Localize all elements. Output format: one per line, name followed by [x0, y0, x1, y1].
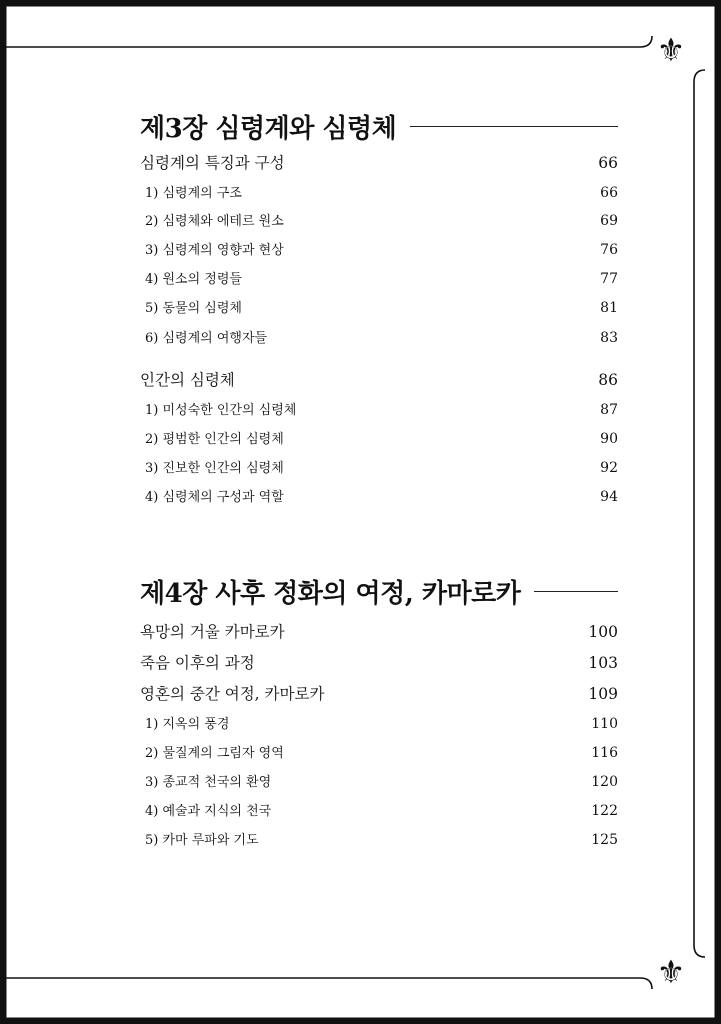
- toc-section[interactable]: [140, 620, 618, 642]
- toc-section[interactable]: [140, 368, 618, 390]
- toc-page-number: 94: [600, 489, 618, 505]
- toc-section[interactable]: [140, 651, 618, 673]
- toc-page-number: 116: [591, 745, 618, 761]
- toc-item-label: 2) 물질계의 그림자 영역: [145, 746, 284, 761]
- chapter-3-title: 제3장 심령계와 심령체: [140, 114, 397, 144]
- toc-page-number: 69: [600, 213, 618, 229]
- toc-item-label: 1) 미성숙한 인간의 심령체: [145, 403, 297, 418]
- toc-section[interactable]: [140, 682, 618, 704]
- toc-page-number: 109: [588, 685, 618, 703]
- toc-page-number: 87: [600, 402, 618, 418]
- toc-page-number: 90: [600, 431, 618, 447]
- toc-item[interactable]: [140, 268, 618, 287]
- toc-item[interactable]: [140, 327, 618, 346]
- toc-page-number: 66: [598, 154, 618, 172]
- fleur-de-lis-icon: ⚜: [656, 953, 686, 991]
- toc-page-number: 86: [598, 371, 618, 389]
- toc-item-label: 2) 평범한 인간의 심령체: [145, 432, 284, 447]
- toc-section-label: 인간의 심령체: [140, 371, 235, 389]
- toc-item-label: 4) 심령체의 구성과 역할: [145, 490, 284, 505]
- toc-item-label: 1) 지옥의 풍경: [145, 717, 230, 732]
- toc-item[interactable]: [140, 457, 618, 476]
- toc-page-number: 103: [588, 654, 618, 672]
- toc-item[interactable]: [140, 239, 618, 258]
- chapter-3-rule: [410, 126, 618, 127]
- toc-item[interactable]: [140, 297, 618, 316]
- toc-page-number: 81: [600, 300, 618, 316]
- toc-item-label: 4) 예술과 지식의 천국: [145, 804, 272, 819]
- toc-page-number: 100: [588, 623, 618, 641]
- toc-item[interactable]: [140, 210, 618, 229]
- toc-section-label: 심령계의 특징과 구성: [140, 154, 285, 172]
- toc-item[interactable]: [140, 742, 618, 761]
- chapter-4-heading: [140, 573, 618, 610]
- toc-item[interactable]: [140, 428, 618, 447]
- toc-page-number: 120: [591, 774, 618, 790]
- toc-page-number: 110: [591, 716, 618, 732]
- toc-page-number: 76: [600, 242, 618, 258]
- toc-section-label: 영혼의 중간 여정, 카마로카: [140, 685, 325, 703]
- toc-item-label: 1) 심령계의 구조: [145, 186, 242, 201]
- toc-item-label: 5) 동물의 심령체: [145, 301, 242, 316]
- toc-page-number: 92: [600, 460, 618, 476]
- toc-item[interactable]: [140, 800, 618, 819]
- chapter-3-heading: [140, 108, 618, 145]
- toc-page-number: 77: [600, 271, 618, 287]
- toc-item-label: 4) 원소의 정령들: [145, 272, 242, 287]
- toc-item[interactable]: [140, 771, 618, 790]
- fleur-de-lis-icon: ⚜: [656, 31, 686, 69]
- toc-section[interactable]: [140, 151, 618, 173]
- toc-item-label: 3) 심령계의 영향과 현상: [145, 243, 284, 258]
- toc-item[interactable]: [140, 713, 618, 732]
- toc-item-label: 2) 심령체와 에테르 원소: [145, 214, 284, 229]
- toc-item[interactable]: [140, 829, 618, 848]
- toc-item-label: 5) 카마 루파와 기도: [145, 833, 259, 848]
- toc-item-label: 6) 심령계의 여행자들: [145, 331, 268, 346]
- toc-page-number: 83: [600, 330, 618, 346]
- toc-section-label: 욕망의 거울 카마로카: [140, 623, 285, 641]
- toc-section-label: 죽음 이후의 과정: [140, 654, 255, 672]
- toc-item-label: 3) 종교적 천국의 환영: [145, 775, 272, 790]
- chapter-4-rule: [534, 591, 618, 592]
- toc-page-number: 66: [600, 185, 618, 201]
- toc-page-number: 122: [591, 803, 618, 819]
- toc-item[interactable]: [140, 399, 618, 418]
- toc-item[interactable]: [140, 182, 618, 201]
- toc-page-number: 125: [591, 832, 618, 848]
- toc-item[interactable]: [140, 486, 618, 505]
- chapter-4-title: 제4장 사후 정화의 여정, 카마로카: [140, 579, 521, 609]
- toc-item-label: 3) 진보한 인간의 심령체: [145, 461, 284, 476]
